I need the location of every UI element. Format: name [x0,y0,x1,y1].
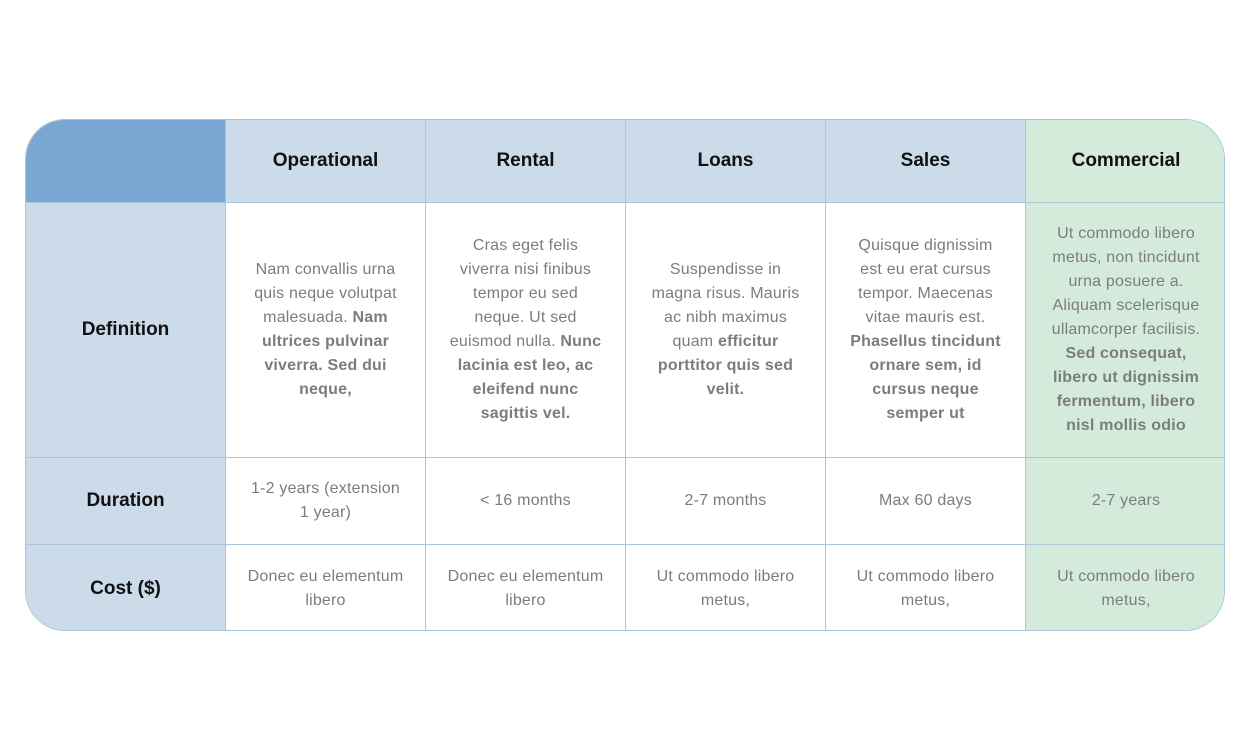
duration-commercial: 2-7 years [1026,458,1225,545]
table-corner [26,120,226,203]
definition-operational [226,203,426,458]
definition-text: Nam convallis urna quis neque volutpat malesuada. [254,261,397,326]
definition-rental [426,203,626,458]
cost-rental: Donec eu elementum libero [426,545,626,631]
cost-sales: Ut commodo libero metus, [826,545,1026,631]
column-header-sales: Sales [826,120,1026,203]
column-header-commercial: Commercial [1026,120,1225,203]
duration-loans: 2-7 months [626,458,826,545]
definition-text: Cras eget felis viverra nisi finibus tempor eu sed neque. Ut sed euismod nulla. [449,237,592,350]
row-header-cost: Cost ($) [26,545,226,631]
definition-emphasis: Sed consequat, libero ut dignissim fermentum, libero nisl mollis odio [1052,345,1200,434]
row-header-definition: Definition [26,203,226,458]
definition-emphasis: Phasellus tincidunt ornare sem, id cursus neque semper ut [850,333,1001,422]
duration-sales: Max 60 days [826,458,1026,545]
cost-commercial: Ut commodo libero metus, [1026,545,1225,631]
definition-sales [826,203,1026,458]
definition-emphasis: Nunc lacinia est leo, ac eleifend nunc sagittis vel. [457,333,602,422]
definition-loans [626,203,826,458]
column-header-operational: Operational [226,120,426,203]
row-header-duration: Duration [26,458,226,545]
definition-text: Quisque dignissim est eu erat cursus tempor. Maecenas vitae mauris est. [858,237,993,326]
definition-emphasis: Nam ultrices pulvinar viverra. Sed dui neque, [262,309,389,398]
cost-operational: Donec eu elementum libero [226,545,426,631]
comparison-table [25,119,1225,631]
cost-loans: Ut commodo libero metus, [626,545,826,631]
definition-emphasis: efficitur porttitor quis sed velit. [657,333,794,398]
column-header-loans: Loans [626,120,826,203]
duration-operational: 1-2 years (extension 1 year) [226,458,426,545]
definition-text: Suspendisse in magna risus. Mauris ac nibh maximus quam [651,261,800,350]
definition-commercial [1026,203,1225,458]
duration-rental: < 16 months [426,458,626,545]
definition-text: Ut commodo libero metus, non tincidunt urna posuere a. Aliquam scelerisque ullamcorper facilisis. [1051,225,1201,338]
comparison-grid [26,120,1225,631]
column-header-rental: Rental [426,120,626,203]
